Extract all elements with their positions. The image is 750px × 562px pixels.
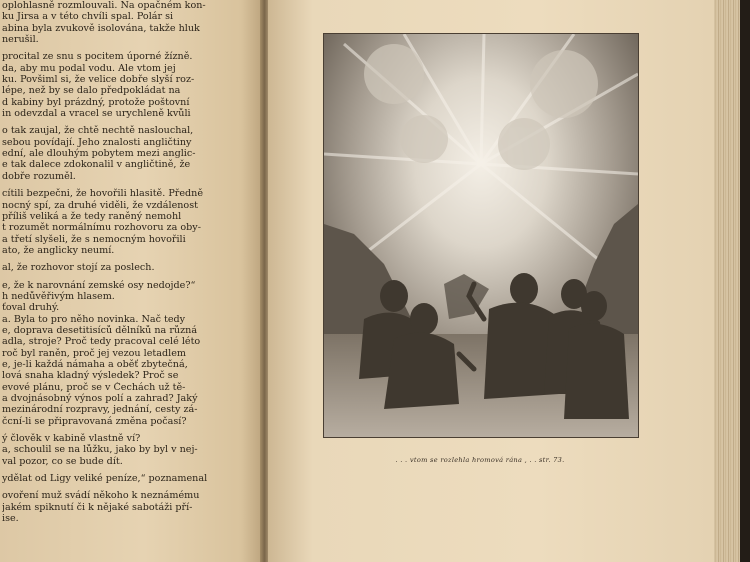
text-line: d kabiny byl prázdný, protože poštovní	[2, 96, 190, 108]
text-line: e, doprava desetitisíců dělníků na různá	[2, 324, 198, 336]
text-line: roč byl raněn, proč jej vezou letadlem	[2, 347, 186, 359]
text-line: in odevzdal a vracel se urychleně kvůli	[2, 108, 191, 120]
text-line: da, aby mu podal vodu. Ale vtom jej	[2, 62, 176, 74]
text-line: mezinárodní rozpravy, jednání, cesty zá-	[2, 404, 198, 416]
text-line: nocný spí, za druhé viděli, že vzdálenost	[2, 199, 198, 211]
text-line: h nedůvěřivým hlasem.	[2, 290, 115, 302]
page-edges	[714, 0, 750, 562]
left-page	[0, 0, 262, 562]
text-line: a dvojnásobný výnos polí a zahrad? Jaký	[2, 393, 198, 404]
text-line: ise.	[2, 513, 19, 525]
text-line: lépe, než by se dalo předpokládat na	[2, 85, 181, 97]
text-line: evové plánu, proč se v Čechách už tě-	[2, 381, 186, 393]
text-line: ku. Povšiml si, že velice dobře slyší roz-	[2, 74, 195, 86]
text-line: ovoření muž svádí někoho k neznámému	[2, 490, 200, 502]
text-line: lová snaha kladný výsledek? Proč se	[2, 370, 179, 382]
text-line: ťoval druhý.	[2, 302, 60, 314]
text-line: ato, že anglicky neumí.	[2, 244, 115, 256]
text-line: ední, ale dlouhým pobytem mezi anglic-	[2, 148, 196, 160]
text-line: ý člověk v kabině vlastně ví?	[2, 433, 141, 445]
text-line: t rozumět normálnímu rozhovoru za oby-	[2, 222, 201, 234]
text-line: sebou povídají. Jeho znalosti angličtiny	[2, 136, 192, 148]
text-line: ku Jirsa a v této chvíli spal. Polár si	[2, 11, 174, 23]
text-line: nerušil.	[2, 34, 39, 46]
text-line: dobře rozuměl.	[2, 170, 76, 182]
text-line: cítili bezpečni, že hovořili hlasitě. Předně	[2, 188, 204, 200]
text-line: a třetí slyšeli, že s nemocným hovořili	[2, 233, 186, 245]
text-line: e tak dalece zdokonalil v angličtině, že	[2, 159, 191, 171]
text-line: a, schoulil se na lůžku, jako by byl v nej-	[2, 444, 198, 456]
illustration-caption: . . . vtom se rozlehla hromová rána , . . str. 73.	[395, 456, 565, 464]
explosion-illustration	[323, 33, 639, 438]
text-line: ydělat od Ligy veliké peníze,“ poznamenal	[2, 473, 208, 485]
text-line: val pozor, co se bude dít.	[2, 455, 123, 467]
text-line: adla, stroje? Proč tedy pracoval celé léto	[2, 336, 201, 348]
text-line: o tak zaujal, že chtě nechtě naslouchal,	[2, 125, 194, 137]
body-text	[2, 0, 240, 524]
text-line: oplohlasně rozmlouvali. Na opačném kon-	[2, 0, 206, 11]
text-line: e, že k narovnání zemské osy nedojde?“	[2, 279, 196, 291]
text-line: abina byla zvukově isolována, takže hluk	[2, 22, 200, 34]
text-line: příliš veliká a že tedy raněný nemohl	[2, 210, 182, 222]
text-line: jakém spiknutí či k nějaké sabotáži pří-	[2, 501, 193, 513]
text-line: a. Byla to pro něho novinka. Nač tedy	[2, 313, 186, 325]
text-line: čcní-li se připravovaná změna počasí?	[2, 415, 187, 427]
text-line: al, že rozhovor stojí za poslech.	[2, 262, 155, 274]
text-line: procital ze snu s pocitem úporné žízně.	[2, 51, 193, 63]
text-line: e, je-li každá námaha a oběť zbytečná,	[2, 358, 188, 370]
